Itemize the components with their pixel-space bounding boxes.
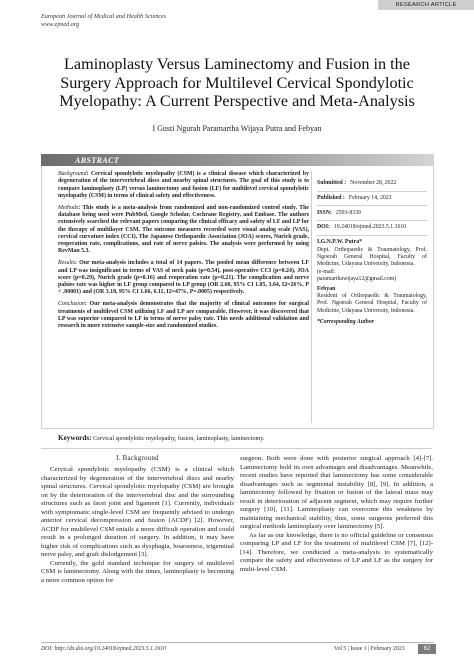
body-paragraph: surgeon. Both were done with posterior surgical approach [4]-[7]. Laminectomy hold its own advantages and disadvantages. Meanwhile, recent studies have reported that laminectomy has some considerable disadvantages such as segmental instability [8], [9]. In addition, a laminectomy followed by fixation or fusion of the lateral mass may result in deterioration of adjacent segment, which may require further surgery [10], [11]. Laminoplasty can overcome this weakness by maintaining mechanical stability, thus, some surgeons preferred this surgical methods laminoplasty over laminectomy [5]. [240,455,433,530]
abstract-conclusion [58,301,309,330]
issn-value: 2593-8339 [335,209,361,216]
article-title: Laminoplasty Versus Laminectomy and Fusion in the Surgery Approach for Multilevel Cervical Spondylotic Myelopathy: A Current Perspective and Meta-Analysis [59,55,415,110]
section-divider [41,448,432,449]
author1-name: I.G.N.P.W. Putra* [317,239,362,246]
abstract-methods [58,205,309,256]
published-date: February 14, 2023 [348,194,392,201]
keywords-text: Cervical spondylotic myelopathy, fusion, laminoplasty, laminectomy. [93,435,265,442]
submitted-row [317,180,427,187]
abstract-background [58,171,309,200]
sidebar-separator [317,235,427,236]
footer-doi[interactable]: DOI: http://dx.doi.org/10.24018/ejmed.2023.5.1.1610 [41,646,167,652]
abstract-body [58,171,309,335]
body-paragraph: As far as our knowledge, there is no official guideline or consensus comparing LP and LF for the treatment of multilevel CSM [7], [12]-[14]. Therefore, we conducted a meta-analysis to systematically compare the safety and effectiveness of LP and LF as the surgery for multi-level CSM. [240,531,433,573]
section-heading: I. Background [116,455,159,462]
published-row [317,195,427,202]
abstract-methods-text: : This study is a meta-analysis from randomized and non-randomized control study. The database being used were PubMed, Google Scholar, Cochrane Registry, and Embase. The authors extensively searched the relevant papers comparing the clinical efficacy and safety of LF and LP for the therapy of multilayer CSM. The outcome measures recorded were visual analog scale (VAS), cervical curvature index (CCI), The Japanese Orthopaedic Association (JOA) scores, Nurich grade, reoperation rate, complications, and rate of nerve palsies. The analysis were performed by using RevMan 5.3. [58,204,309,255]
journal-name: European Journal of Medical and Health Sciences [41,13,167,20]
published-label: Published : [317,194,345,201]
issn-label: ISSN: [317,209,332,216]
abstract-background-text: : Cervical spondylotic myelopathy (CSM) is a clinical disease which characterized by degeneration of the intervertebral discs and nearby spinal structures. The goal of this study is to compare laminoplasty (LP) versus laminectomy and fusion (LF) for multilevel cervical spondylotic myelopathy (CSM) in terms of clinical safety and effectiveness. [58,171,309,199]
submitted-date: November 28, 2022 [350,180,397,186]
article-info-sidebar [317,180,427,327]
keywords-label: Keywords: [58,434,92,442]
abstract-background-head: Background [58,171,87,177]
issn-row [317,210,427,217]
body-paragraph: Currently, the gold standard technique for surgery of multilevel CSM is laminectomy. Along with the times, laminoplasty is becoming a more common option for [41,559,234,584]
author1-affiliation: Dept. Orthopaedic & Traumatology, Prof. Ngoerah General Hospital, Faculty of Medicine, Udayana University, Indonesia. [317,246,427,268]
abstract-methods-head: Methods [58,204,79,211]
journal-header [41,13,166,29]
abstract-label: ABSTRACT [75,156,120,165]
sidebar-separator [317,205,427,206]
doi-value: 10.24018/ejmed.2023.5.1.1610 [333,224,407,231]
abstract-results [58,260,309,296]
author2-name: Febyan [317,285,336,292]
abstract-results-text: : Our meta-analysis includes a total of 14 papers. The pooled mean difference between LF and LP was insignificant in terms of VAS of neck pain (p=0.54), post-operative CCI (p=0.24), JOA score (p=0.29), Nurich grade (p=0.16) and reoperation rate (p=0.21). The complication and nerve palsies rate was higher in LF group compared to LP group (OR 2.60, 95% CI 1.85, 3.64, I2=26%, P < .00001) and (OR 3.18, 95% CI 1.66, 6.11, I2=47%, P=.0005) respectively. [58,260,309,296]
abstract-results-head: Results [58,260,76,267]
abstract-conclusion-text: : Our meta-analysis demonstrates that the majority of clinical outcomes for surgical treatments of multilevel CSM utilizing LF and LP are comparable. However, it was discovered that LP was superior compared to LF in terms of nerve palsy rate. This needs additional validation and research in more extensive sample-size and randomized studies. [58,301,309,330]
author1-email-label: (e-mail: [317,268,336,275]
keywords [58,434,312,443]
body-column-right [240,455,433,574]
journal-url: www.ejmed.org [41,21,80,28]
corresponding-author-note: *Corresponding Author [317,319,374,326]
footer-rule [41,642,434,643]
submitted-label: Submitted : [317,180,347,186]
sidebar-separator [317,191,427,192]
body-paragraph: Cervical spondylotic myelopathy (CSM) is a clinical which characterized by degeneration of the intervertebral discs and nearby spinal structures. Cervical spondylotic myelopathy (CSM) are brought on by the deterioration of the intervertebral disc and the surrounding structures such as facet joint and ligament [1]. Currently, individuals with symptomatic single-level CSM are frequently advised to undergo anterior cervical decompression and fusion (ACDF) [2]. However, ACDF for multilevel CSM entails a more difficult operation and could result in a prolonged duration of surgery. In addition, it may have higher risk of complications such as dysphagia, hoarseness, trigeminal nerve palsy, and graft dislodgement [3]. [41,466,234,558]
footer-volume: Vol 5 | Issue 1 | February 2023 [334,646,405,652]
doi-row [317,224,427,231]
page-number: 62 [418,644,436,654]
doi-label: DOI: [317,224,330,231]
author2-affiliation: Resident of Orthopaedic & Traumatology, Prof. Ngoerah General Hospital, Faculty of Medicine, Udayana University, Indonesia. [317,292,427,314]
author1-email[interactable]: paramarthawijaya12@gmail.com) [317,276,397,283]
abstract-divider [311,171,312,423]
article-authors: I Gusti Ngurah Paramartha Wijaya Putra and Febyan [152,124,322,133]
article-type-badge: RESEARCH ARTICLE [378,0,474,10]
abstract-conclusion-head: Conclusion [58,301,85,308]
sidebar-separator [317,220,427,221]
body-column-left [41,466,234,585]
